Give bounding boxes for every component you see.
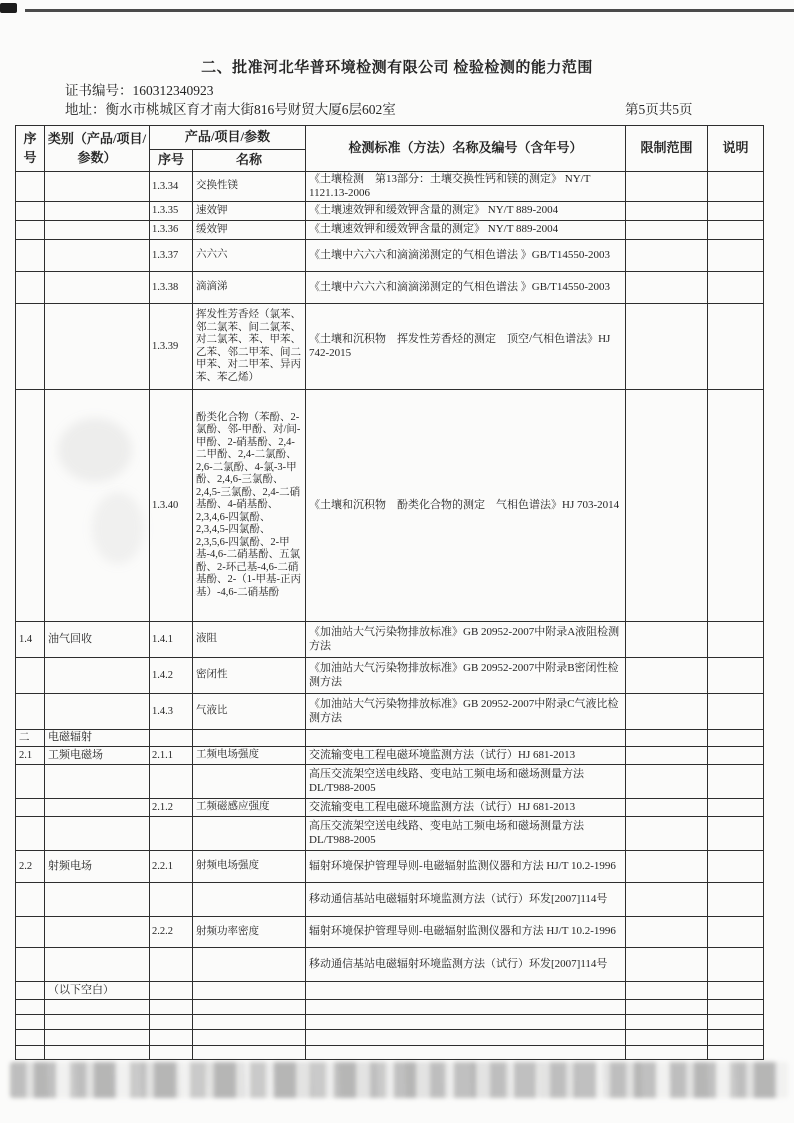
cell-limit (626, 730, 708, 747)
cell-note (708, 694, 764, 730)
cell-standard: 辐射环境保护管理导则-电磁辐射监测仪器和方法 HJ/T 10.2-1996 (306, 851, 626, 883)
col-header-seq: 序号 (16, 126, 45, 172)
cell-name (193, 730, 306, 747)
cell-name: 六六六 (193, 240, 306, 272)
cell-limit (626, 883, 708, 917)
cell-sub-seq: 2.2.1 (150, 851, 193, 883)
cell-category: 油气回收 (45, 622, 150, 658)
cell-name: 射频功率密度 (193, 917, 306, 948)
table-row (16, 799, 764, 817)
cell-note (708, 851, 764, 883)
cell-limit (626, 948, 708, 982)
cell-limit (626, 747, 708, 765)
cell-name (193, 1030, 306, 1046)
table-row (16, 622, 764, 658)
cell-limit (626, 917, 708, 948)
cell-category (45, 1015, 150, 1030)
cell-sub-seq (150, 948, 193, 982)
cell-seq (16, 1015, 45, 1030)
cell-sub-seq: 1.3.36 (150, 221, 193, 240)
cell-seq (16, 799, 45, 817)
cell-note (708, 390, 764, 622)
table-row (16, 765, 764, 799)
cell-note (708, 883, 764, 917)
cell-seq: 2.2 (16, 851, 45, 883)
cell-category (45, 1046, 150, 1060)
cell-sub-seq (150, 765, 193, 799)
cell-standard: 《土壤速效钾和缓效钾含量的测定》 NY/T 889-2004 (306, 202, 626, 221)
cell-note (708, 982, 764, 1000)
col-header-product-group: 产品/项目/参数 (150, 126, 306, 150)
cell-seq (16, 917, 45, 948)
cell-note (708, 202, 764, 221)
cell-standard (306, 730, 626, 747)
cell-note (708, 240, 764, 272)
cell-sub-seq (150, 1030, 193, 1046)
table-row (16, 172, 764, 202)
cell-note (708, 272, 764, 304)
cell-note (708, 747, 764, 765)
cell-sub-seq (150, 730, 193, 747)
table-row (16, 1046, 764, 1060)
cell-sub-seq: 2.1.1 (150, 747, 193, 765)
cell-seq (16, 1000, 45, 1015)
table-row (16, 304, 764, 390)
cell-name (193, 1046, 306, 1060)
cell-sub-seq: 1.4.2 (150, 658, 193, 694)
table-row (16, 851, 764, 883)
cell-seq (16, 172, 45, 202)
table-row (16, 272, 764, 304)
col-header-note: 说明 (708, 126, 764, 172)
cell-category: 工频电磁场 (45, 747, 150, 765)
cell-category (45, 202, 150, 221)
cell-name: 液阻 (193, 622, 306, 658)
address-row (65, 98, 765, 118)
cell-note (708, 799, 764, 817)
cell-standard (306, 1046, 626, 1060)
cell-limit (626, 817, 708, 851)
cell-name (193, 1000, 306, 1015)
cell-note (708, 304, 764, 390)
cell-name: 挥发性芳香烃（氯苯、邻二氯苯、间二氯苯、对二氯苯、苯、甲苯、乙苯、邻二甲苯、间二甲苯、对二甲苯、异丙苯、苯乙烯） (193, 304, 306, 390)
scan-artifact-top-edge (25, 9, 794, 12)
cell-standard: 高压交流架空送电线路、变电站工频电场和磁场测量方法 DL/T988-2005 (306, 765, 626, 799)
cell-standard: 《加油站大气污染物排放标准》GB 20952-2007中附录A液阻检测方法 (306, 622, 626, 658)
cell-limit (626, 272, 708, 304)
table-row (16, 1015, 764, 1030)
cell-standard (306, 1030, 626, 1046)
cell-category: 电磁辐射 (45, 730, 150, 747)
cell-standard: 《土壤检测 第13部分：土壤交换性钙和镁的测定》 NY/T 1121.13-2006 (306, 172, 626, 202)
cell-category (45, 658, 150, 694)
cell-standard: 《加油站大气污染物排放标准》GB 20952-2007中附录C气液比检测方法 (306, 694, 626, 730)
cell-note (708, 1030, 764, 1046)
cell-limit (626, 982, 708, 1000)
cell-seq (16, 240, 45, 272)
cell-category (45, 1000, 150, 1015)
table-row (16, 694, 764, 730)
cell-name: 缓效钾 (193, 221, 306, 240)
cell-limit (626, 1015, 708, 1030)
cell-note (708, 658, 764, 694)
cell-limit (626, 390, 708, 622)
cell-standard: 移动通信基站电磁辐射环境监测方法（试行）环发[2007]114号 (306, 948, 626, 982)
cell-limit (626, 240, 708, 272)
cell-sub-seq (150, 1000, 193, 1015)
cell-sub-seq: 1.3.35 (150, 202, 193, 221)
cell-sub-seq: 1.3.39 (150, 304, 193, 390)
cell-standard (306, 1000, 626, 1015)
cell-limit (626, 221, 708, 240)
cell-limit (626, 1000, 708, 1015)
cell-seq (16, 202, 45, 221)
cell-name: 密闭性 (193, 658, 306, 694)
cell-note (708, 221, 764, 240)
cell-category (45, 390, 150, 622)
cell-name: 滴滴涕 (193, 272, 306, 304)
cell-standard: 《土壤和沉积物 酚类化合物的测定 气相色谱法》HJ 703-2014 (306, 390, 626, 622)
cell-category (45, 172, 150, 202)
page-title: 二、批准河北华普环境检测有限公司 检验检测的能力范围 (201, 60, 593, 76)
col-header-limit: 限制范围 (626, 126, 708, 172)
cell-sub-seq: 2.1.2 (150, 799, 193, 817)
cell-category (45, 765, 150, 799)
cell-note (708, 1000, 764, 1015)
cell-seq (16, 272, 45, 304)
scan-artifact-bottom-band (10, 1062, 788, 1098)
cell-category (45, 1030, 150, 1046)
cell-category (45, 694, 150, 730)
cell-seq (16, 817, 45, 851)
cell-category (45, 304, 150, 390)
col-header-category: 类别（产品/项目/参数） (45, 126, 150, 172)
cell-category (45, 948, 150, 982)
cell-category (45, 799, 150, 817)
cell-sub-seq: 2.2.2 (150, 917, 193, 948)
cell-limit (626, 172, 708, 202)
cell-name: 工频电场强度 (193, 747, 306, 765)
cell-limit (626, 622, 708, 658)
cell-note (708, 765, 764, 799)
cell-category (45, 917, 150, 948)
cell-seq (16, 982, 45, 1000)
cell-seq: 2.1 (16, 747, 45, 765)
cell-standard: 辐射环境保护管理导则-电磁辐射监测仪器和方法 HJ/T 10.2-1996 (306, 917, 626, 948)
table-header (16, 126, 764, 172)
cell-note (708, 730, 764, 747)
cell-sub-seq (150, 817, 193, 851)
cell-name: 速效钾 (193, 202, 306, 221)
cell-standard (306, 982, 626, 1000)
table-row (16, 202, 764, 221)
cell-limit (626, 304, 708, 390)
cell-note (708, 948, 764, 982)
cell-standard: 交流输变电工程电磁环境监测方法（试行）HJ 681-2013 (306, 747, 626, 765)
cell-standard: 《加油站大气污染物排放标准》GB 20952-2007中附录B密闭性检测方法 (306, 658, 626, 694)
col-header-standard: 检测标准（方法）名称及编号（含年号） (306, 126, 626, 172)
cell-seq (16, 1046, 45, 1060)
cell-seq (16, 658, 45, 694)
table-row (16, 221, 764, 240)
cell-name (193, 883, 306, 917)
cell-seq (16, 883, 45, 917)
cell-sub-seq (150, 982, 193, 1000)
table-row (16, 982, 764, 1000)
cell-standard: 高压交流架空送电线路、变电站工频电场和磁场测量方法 DL/T988-2005 (306, 817, 626, 851)
address-line: 地址：衡水市桃城区育才南大街816号财贸大厦6层602室 (65, 102, 396, 117)
cell-note (708, 1015, 764, 1030)
col-header-sub-name: 名称 (193, 150, 306, 172)
cell-seq (16, 304, 45, 390)
cell-note (708, 172, 764, 202)
table-row (16, 1000, 764, 1015)
capability-table-body (16, 172, 764, 1060)
cell-sub-seq: 1.4.1 (150, 622, 193, 658)
page-number: 第5页共5页 (625, 102, 693, 117)
cell-sub-seq: 1.3.34 (150, 172, 193, 202)
cell-limit (626, 799, 708, 817)
cell-limit (626, 851, 708, 883)
cell-name: 交换性镁 (193, 172, 306, 202)
cell-name: 酚类化合物（苯酚、2-氯酚、邻-甲酚、对/间-甲酚、2-硝基酚、2,4-二甲酚、2,4-二氯酚、2,6-二氯酚、4-氯-3-甲酚、2,4,6-三氯酚、2,4,5-三氯酚、2,4-二硝基酚、4-硝基酚、2,3,4,6-四氯酚、2,3,4,5-四氯酚、2,3,5,6-四氯酚、2-甲基-4,6-二硝基酚、五氯酚、2-环己基-4,6-二硝基酚、2-（1-甲基-正丙基）-4,6-二硝基酚 (193, 390, 306, 622)
cell-category: 射频电场 (45, 851, 150, 883)
cell-seq: 1.4 (16, 622, 45, 658)
cell-limit (626, 765, 708, 799)
cell-standard: 《土壤中六六六和滴滴涕测定的气相色谱法 》GB/T14550-2003 (306, 240, 626, 272)
cell-name (193, 817, 306, 851)
cell-sub-seq: 1.3.40 (150, 390, 193, 622)
table-row (16, 883, 764, 917)
cell-seq: 二 (16, 730, 45, 747)
cell-seq (16, 221, 45, 240)
cell-standard: 《土壤中六六六和滴滴涕测定的气相色谱法 》GB/T14550-2003 (306, 272, 626, 304)
scan-artifact-corner-mark (0, 3, 17, 13)
cell-standard: 移动通信基站电磁辐射环境监测方法（试行）环发[2007]114号 (306, 883, 626, 917)
certificate-number: 证书编号：160312340923 (65, 83, 214, 98)
cell-standard: 《土壤和沉积物 挥发性芳香烃的测定 顶空/气相色谱法》HJ 742-2015 (306, 304, 626, 390)
cell-note (708, 1046, 764, 1060)
cell-standard: 交流输变电工程电磁环境监测方法（试行）HJ 681-2013 (306, 799, 626, 817)
table-row (16, 1030, 764, 1046)
cell-sub-seq: 1.3.37 (150, 240, 193, 272)
cell-name (193, 948, 306, 982)
cell-category (45, 221, 150, 240)
cell-category (45, 272, 150, 304)
cell-name (193, 765, 306, 799)
cell-seq (16, 1030, 45, 1046)
cell-limit (626, 202, 708, 221)
table-row (16, 730, 764, 747)
cell-name: 工频磁感应强度 (193, 799, 306, 817)
table-row (16, 917, 764, 948)
cell-category (45, 817, 150, 851)
cell-standard (306, 1015, 626, 1030)
table-row (16, 658, 764, 694)
cell-sub-seq: 1.4.3 (150, 694, 193, 730)
cell-sub-seq (150, 883, 193, 917)
cell-limit (626, 694, 708, 730)
cell-note (708, 817, 764, 851)
cell-name: 气液比 (193, 694, 306, 730)
cell-category (45, 240, 150, 272)
cell-category (45, 883, 150, 917)
cell-sub-seq: 1.3.38 (150, 272, 193, 304)
cell-seq (16, 765, 45, 799)
table-row (16, 817, 764, 851)
cell-name (193, 1015, 306, 1030)
cell-limit (626, 1046, 708, 1060)
table-row (16, 240, 764, 272)
cell-name (193, 982, 306, 1000)
cell-standard: 《土壤速效钾和缓效钾含量的测定》 NY/T 889-2004 (306, 221, 626, 240)
cell-category: （以下空白） (45, 982, 150, 1000)
cell-note (708, 622, 764, 658)
cell-sub-seq (150, 1046, 193, 1060)
table-row (16, 747, 764, 765)
cell-note (708, 917, 764, 948)
col-header-sub-seq: 序号 (150, 150, 193, 172)
cell-sub-seq (150, 1015, 193, 1030)
cell-limit (626, 658, 708, 694)
table-row (16, 948, 764, 982)
cell-seq (16, 390, 45, 622)
cell-seq (16, 694, 45, 730)
capability-table (15, 125, 764, 1060)
cell-name: 射频电场强度 (193, 851, 306, 883)
cell-seq (16, 948, 45, 982)
table-row (16, 390, 764, 622)
cell-limit (626, 1030, 708, 1046)
